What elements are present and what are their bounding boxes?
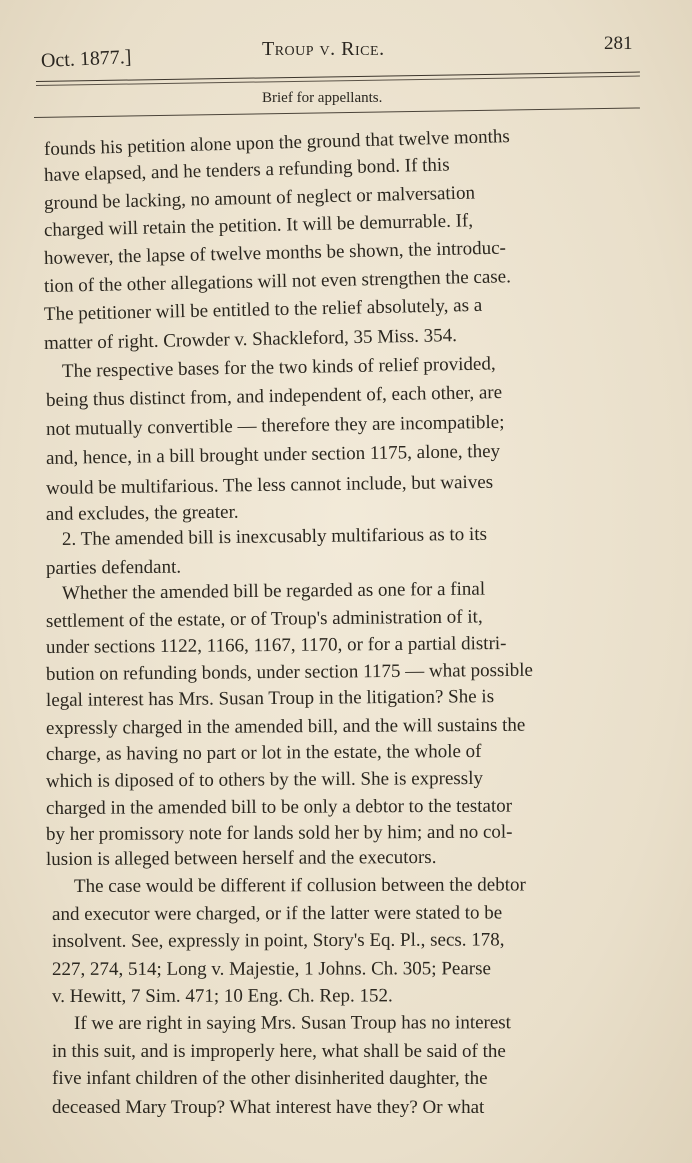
text-line: and executor were charged, or if the latter were stated to be — [51, 902, 503, 925]
text-line: matter of right. Crowder v. Shackleford, 35 Miss. 354. — [43, 325, 458, 354]
text-line: settlement of the estate, or of Troup's administration of it, — [45, 606, 483, 632]
text-line: by her promissory note for lands sold her by him; and no col- — [45, 821, 513, 845]
text-line: not mutually convertible — therefore they are incompatible; — [45, 411, 505, 440]
text-line: 227, 274, 514; Long v. Majestie, 1 Johns. Ch. 305; Pearse — [51, 958, 491, 980]
text-line: lusion is alleged between herself and the executors. — [45, 846, 437, 870]
text-line: being thus distinct from, and independent of, each other, are — [45, 382, 503, 411]
text-line: The petitioner will be entitled to the relief absolutely, as a — [43, 294, 483, 325]
text-line: five infant children of the other disinherited daughter, the — [52, 1068, 488, 1089]
page-number: 281 — [604, 33, 633, 54]
text-line: The respective bases for the two kinds of relief provided, — [61, 353, 496, 382]
running-head-case-title: Troup v. Rice. — [262, 38, 385, 60]
text-line: legal interest has Mrs. Susan Troup in the litigation? She is — [45, 686, 495, 711]
text-line: parties defendant. — [45, 556, 182, 579]
brief-subheading: Brief for appellants. — [262, 90, 383, 106]
text-line: founds his petition alone upon the ground that twelve months — [43, 125, 511, 160]
text-line: ground be lacking, no amount of neglect or malversation — [43, 182, 476, 214]
text-line: under sections 1122, 1166, 1167, 1170, or for a partial distri- — [45, 632, 507, 658]
text-line: charge, as having no part or lot in the estate, the whole of — [45, 740, 482, 765]
text-line: expressly charged in the amended bill, and the will sustains the — [45, 714, 526, 739]
text-line: Whether the amended bill be regarded as one for a final — [61, 578, 486, 604]
text-line: and excludes, the greater. — [45, 501, 239, 525]
text-line: in this suit, and is improperly here, what shall be said of the — [52, 1041, 506, 1062]
text-line: however, the lapse of twelve months be shown, the introduc- — [43, 237, 507, 269]
text-line: 2. The amended bill is inexcusably multifarious as to its — [61, 523, 488, 550]
text-line: charged will retain the petition. It will be demurrable. If, — [43, 210, 474, 241]
text-line: v. Hewitt, 7 Sim. 471; 10 Eng. Ch. Rep. 152. — [51, 985, 393, 1007]
running-head-date: Oct. 1877.] — [40, 46, 132, 72]
text-line: would be multifarious. The less cannot include, but waives — [45, 471, 494, 499]
text-line: which is diposed of to others by the will. She is expressly — [45, 767, 484, 792]
text-line: insolvent. See, expressly in point, Story's Eq. Pl., secs. 178, — [51, 929, 505, 952]
text-line: tion of the other allegations will not even strengthen the case. — [43, 266, 512, 297]
text-line: If we are right in saying Mrs. Susan Troup has no interest — [73, 1012, 511, 1034]
text-line: bution on refunding bonds, under section 1175 — what possible — [45, 659, 533, 685]
text-line: charged in the amended bill to be only a debtor to the testator — [45, 795, 513, 819]
text-line: deceased Mary Troup? What interest have they? Or what — [52, 1097, 485, 1118]
text-line: The case would be different if collusion between the debtor — [73, 874, 526, 897]
text-line: and, hence, in a bill brought under section 1175, alone, they — [45, 440, 501, 469]
text-line: have elapsed, and he tenders a refunding bond. If this — [43, 154, 450, 186]
